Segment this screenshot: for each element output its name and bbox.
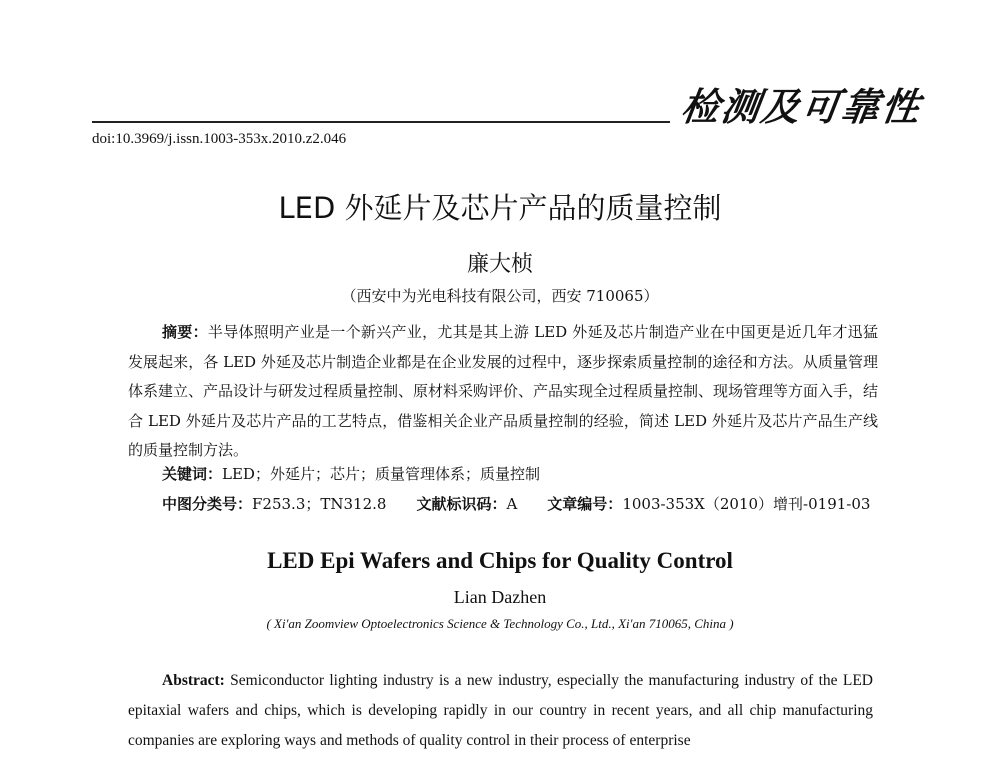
- author-chinese: 廉大桢: [466, 252, 533, 277]
- paper-title-english: LED Epi Wafers and Chips for Quality Control: [267, 548, 733, 573]
- keywords-text: LED；外延片；芯片；质量管理体系；质量控制: [222, 465, 540, 483]
- classification-line: [162, 493, 892, 514]
- affiliation-english: ( Xi'an Zoomview Optoelectronics Science & Technology Co., Ltd., Xi'an 710065, China ): [266, 616, 734, 631]
- doc-code-label: 文献标识码：: [416, 495, 507, 513]
- doi: doi:10.3969/j.issn.1003-353x.2010.z2.046: [92, 131, 347, 147]
- article-no-value: 1003-353X（2010）增刊-0191-03: [622, 495, 871, 513]
- class-value: F253.3；TN312.8: [252, 495, 387, 513]
- doc-code-value: A: [506, 495, 518, 513]
- abstract-text-chinese: 半导体照明产业是一个新兴产业，尤其是其上游 LED 外延及芯片制造产业在中国更是近几年才迅猛发展起来，各 LED 外延及芯片制造企业都是在企业发展的过程中，逐步探索质量控制的途径和方法。从质量管理体系建立、产品设计与研发过程质量控制、原材料采购评价、产品实现全过程质量控制、现场管理等方面入手，结合 LED 外延片及芯片产品的工艺特点，借鉴相关企业产品质量控制的经验，简述 LED 外延片及芯片产品生产线的质量控制方法。: [128, 323, 879, 459]
- keywords-chinese: [162, 463, 540, 484]
- abstract-chinese: [128, 318, 878, 466]
- header-rule: [92, 121, 670, 123]
- paper-title-chinese: LED 外延片及芯片产品的质量控制: [278, 191, 722, 225]
- affiliation-chinese: （西安中为光电科技有限公司，西安 710065）: [341, 287, 659, 305]
- article-no-label: 文章编号：: [547, 495, 623, 513]
- abstract-text-english: Semiconductor lighting industry is a new industry, especially the manufacturing industry of the LED epitaxial wafers and chips, which is developing rapidly in our country in recent years, and all chip manufacturing companies are exploring ways and methods of quality control in their process of enterprise: [128, 672, 873, 749]
- author-english: Lian Dazhen: [453, 587, 547, 607]
- abstract-label-chinese: 摘要：: [162, 323, 208, 341]
- abstract-english: [128, 666, 873, 756]
- keywords-label: 关键词：: [162, 465, 223, 483]
- journal-name: 检测及可靠性: [678, 84, 925, 129]
- abstract-label-english: Abstract:: [162, 672, 225, 689]
- class-label: 中图分类号：: [162, 495, 253, 513]
